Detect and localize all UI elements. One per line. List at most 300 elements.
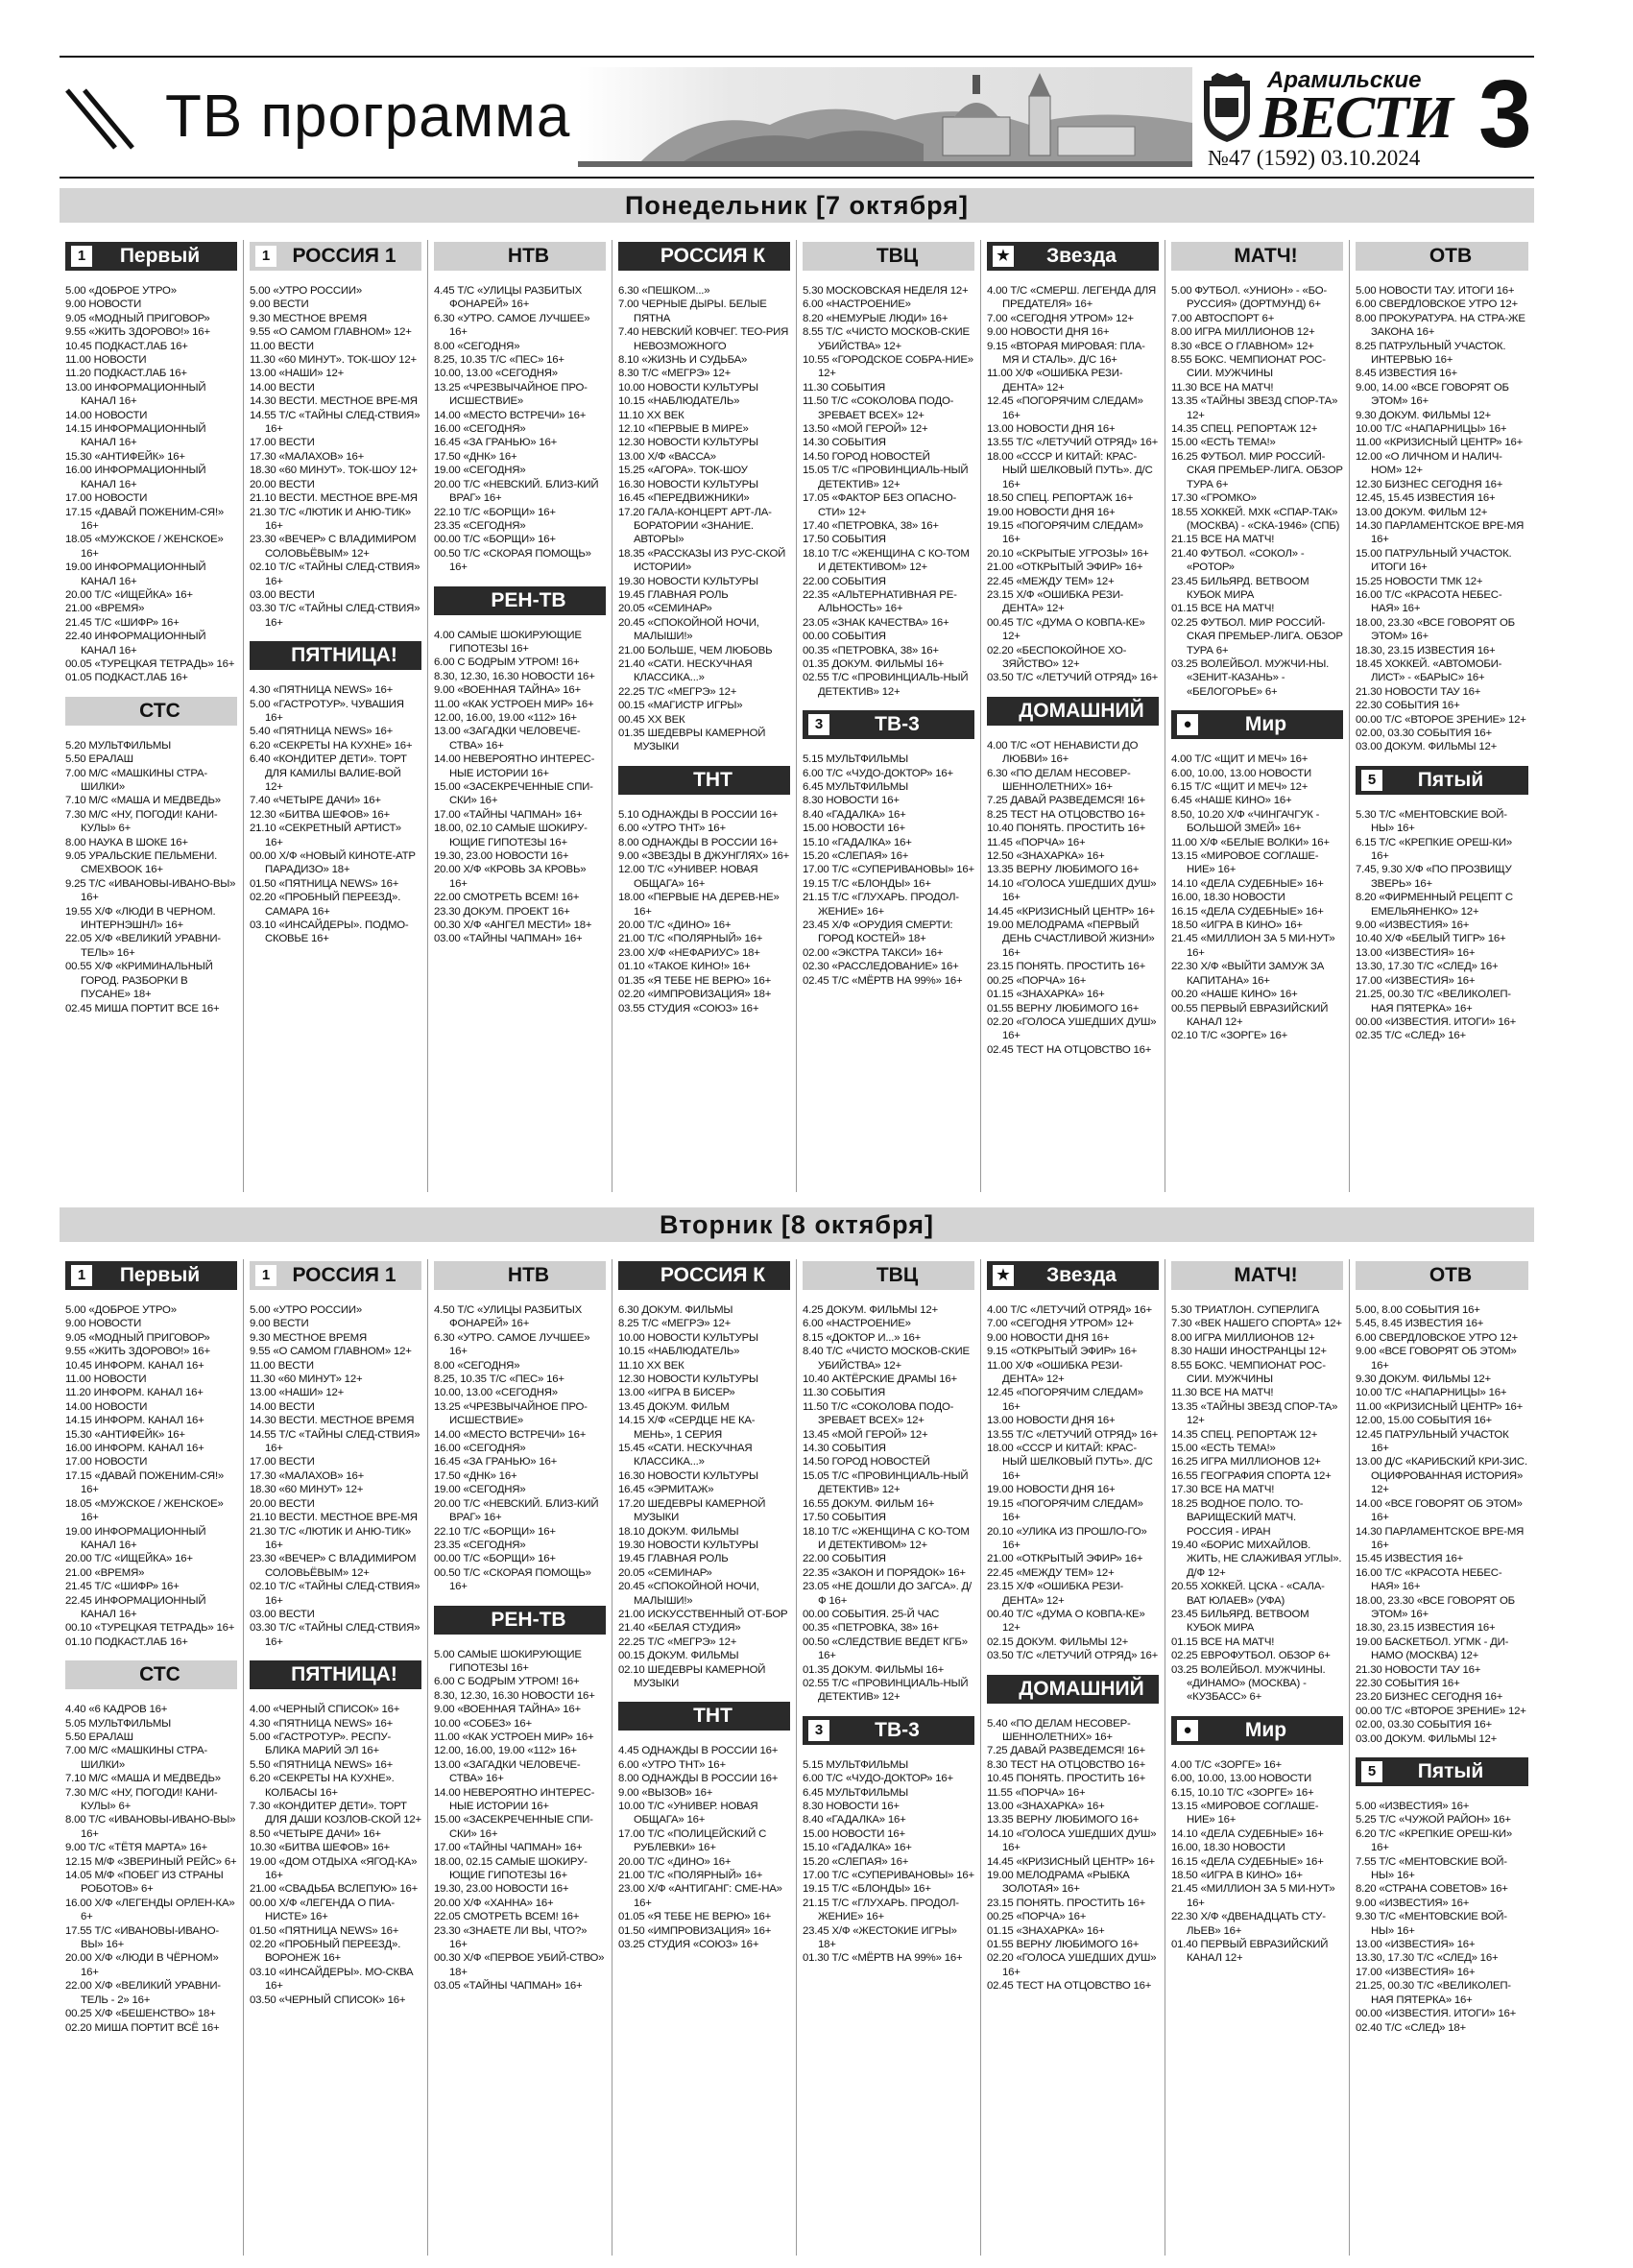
channel-name: ПЯТНИЦА!: [291, 644, 397, 667]
program-item: 23.45 БИЛЬЯРД. BETBOOM КУБОК МИРА: [1171, 1608, 1309, 1635]
program-item: 7.10 М/С «МАША И МЕДВЕДЬ»: [65, 795, 221, 807]
program-item: 9.55 «О САМОМ ГЛАВНОМ» 12+: [250, 326, 412, 339]
program-item: 22.25 Т/С «МЕГРЭ» 12+: [618, 1635, 737, 1648]
program-item: 17.50 «ДНК» 16+: [434, 450, 517, 463]
block-gap: [987, 685, 1159, 695]
channel-name: ДОМАШНИЙ: [1019, 699, 1144, 722]
program-item: 13.00 Х/Ф «ВАССА»: [618, 450, 716, 463]
program-item: 4.00 Т/С «ОТ НЕНАВИСТИ ДО ЛЮБВИ» 16+: [987, 739, 1139, 766]
program-item: 8.40 «ГАДАЛКА» 16+: [803, 1814, 906, 1826]
program-list: [987, 1303, 1159, 1663]
program-item: 6.40 «КОНДИТЕР ДЕТИ». ТОРТ ДЛЯ КАМИЛЫ ВАЛИЕ-ВОЙ 12+: [250, 753, 407, 793]
program-item: 11.00 «КРИЗИСНЫЙ ЦЕНТР» 16+: [1356, 1400, 1524, 1413]
program-item: 11.30 «60 МИНУТ». ТОК-ШОУ 12+: [250, 354, 417, 367]
program-item: 15.25 «АГОРА». ТОК-ШОУ: [618, 465, 748, 477]
program-item: 10.40 АКТЁРСКИЕ ДРАМЫ 16+: [803, 1373, 957, 1386]
program-item: 17.00 Т/С «СУПЕРИВАНОВЫ» 16+: [803, 864, 974, 876]
program-item: 12.00 Т/С «УНИВЕР. НОВАЯ ОБЩАГА» 16+: [618, 864, 758, 890]
program-list: [1356, 1800, 1528, 2035]
program-item: 10.30 «БИТВА ШЕФОВ» 16+: [250, 1842, 390, 1854]
program-item: 16.45 «ЗА ГРАНЬЮ» 16+: [434, 437, 558, 449]
program-item: 11.50 Т/С «СОКОЛОВА ПОДО-ЗРЕВАЕТ ВСЕХ» 12+: [803, 395, 954, 421]
program-item: 02.10 Т/С «ТАЙНЫ СЛЕД-СТВИЯ» 16+: [250, 1581, 420, 1607]
program-item: 15.10 «ГАДАЛКА» 16+: [803, 836, 912, 848]
program-item: 6.00 «УТРО ТНТ» 16+: [618, 823, 726, 835]
issue-number: №47 (1592) 03.10.2024: [1208, 146, 1421, 170]
program-item: 16.55 ДОКУМ. ФИЛЬМ 16+: [803, 1497, 935, 1510]
channel-header: [803, 710, 974, 739]
program-item: 15.45 ИЗВЕСТИЯ 16+: [1356, 1553, 1464, 1565]
program-list: [618, 808, 790, 1015]
channel-header: [618, 766, 790, 795]
program-item: 21.30 НОВОСТИ ТАУ 16+: [1356, 685, 1481, 698]
program-item: 17.30 ВСЕ НА МАТЧ!: [1171, 1484, 1275, 1496]
channel-name: СТС: [139, 699, 180, 722]
program-list: [618, 1744, 790, 1951]
program-item: 9.05 «МОДНЫЙ ПРИГОВОР»: [65, 1331, 210, 1344]
program-item: 22.45 «МЕЖДУ ТЕМ» 12+: [987, 1566, 1115, 1579]
channel-name: ДОМАШНИЙ: [1019, 1677, 1144, 1700]
program-item: 00.55 ПЕРВЫЙ ЕВРАЗИЙСКИЙ КАНАЛ 12+: [1171, 1002, 1329, 1028]
program-item: 18.50 «ИГРА В КИНО» 16+: [1171, 919, 1303, 932]
block-gap: [803, 1705, 974, 1714]
channel-name: Звезда: [1046, 1264, 1117, 1286]
block-gap: [250, 630, 421, 639]
program-item: 5.05 МУЛЬТФИЛЬМЫ: [65, 1717, 171, 1730]
program-item: 7.30 М/С «НУ, ПОГОДИ! КАНИ-КУЛЫ» 6+: [65, 808, 218, 835]
program-item: 13.35 «ТАЙНЫ ЗВЕЗД СПОР-ТА» 12+: [1171, 1400, 1338, 1427]
program-item: 00.25 «ПОРЧА» 16+: [987, 974, 1087, 987]
program-item: 17.00 ВЕСТИ: [250, 437, 315, 449]
program-item: 02.20 «ПРОБНЫЙ ПЕРЕЕЗД». САМАРА 16+: [250, 892, 401, 918]
program-item: 14.00 «МЕСТО ВСТРЕЧИ» 16+: [434, 1428, 587, 1441]
channel-column: [981, 240, 1165, 1192]
program-item: 03.05 «ТАЙНЫ ЧАПМАН» 16+: [434, 1980, 583, 1993]
program-item: 6.30 «УТРО. САМОЕ ЛУЧШЕЕ» 16+: [434, 312, 590, 339]
program-item: 16.30 НОВОСТИ КУЛЬТУРЫ: [618, 478, 758, 490]
program-item: 18.05 «МУЖСКОЕ / ЖЕНСКОЕ» 16+: [65, 1497, 224, 1524]
program-item: 8.30, 12.30, 16.30 НОВОСТИ 16+: [434, 670, 595, 682]
program-item: 17.05 «ФАКТОР БЕЗ ОПАСНО-СТИ» 12+: [803, 492, 957, 518]
program-item: 9.30 ДОКУМ. ФИЛЬМЫ 12+: [1356, 409, 1491, 421]
program-item: 20.00 Х/Ф «ХАННА» 16+: [434, 1897, 554, 1909]
program-list: [987, 739, 1159, 1057]
program-item: 02.00, 03.30 СОБЫТИЯ 16+: [1356, 728, 1492, 739]
zvezda-icon: ★: [993, 246, 1014, 267]
program-item: 15.00 ПАТРУЛЬНЫЙ УЧАСТОК. ИТОГИ 16+: [1356, 547, 1512, 574]
program-item: 5.45, 8.45 ИЗВЕСТИЯ 16+: [1356, 1318, 1484, 1330]
program-item: 15.30 «АНТИФЕЙК» 16+: [65, 1428, 185, 1441]
program-item: 00.40 Т/С «ДУМА О КОВПА-КЕ» 12+: [987, 1608, 1145, 1635]
program-item: 5.00 ФУТБОЛ. «УНИОН» - «БО-РУССИЯ» (ДОРТМУНД) 6+: [1171, 285, 1328, 311]
program-item: 4.40 «6 КАДРОВ 16+: [65, 1704, 168, 1716]
program-item: 6.00 «УТРО ТНТ» 16+: [618, 1758, 726, 1771]
channel-name: Пятый: [1417, 1760, 1484, 1782]
program-item: 13.50 «МОЙ ГЕРОЙ» 12+: [803, 423, 928, 436]
channel-column: [428, 240, 612, 1192]
program-list: [1356, 1303, 1528, 1746]
channel-header: [65, 1660, 237, 1689]
program-item: 7.30 «ВЕК НАШЕГО СПОРТА» 12+: [1171, 1318, 1342, 1330]
program-item: 03.00 ДОКУМ. ФИЛЬМЫ 12+: [1356, 1732, 1498, 1745]
program-item: 16.45 «ЗА ГРАНЬЮ» 16+: [434, 1456, 558, 1468]
program-item: 20.00 ВЕСТИ: [250, 478, 315, 490]
program-item: 5.25 Т/С «ЧУЖОЙ РАЙОН» 16+: [1356, 1814, 1511, 1826]
program-item: 01.10 «ТАКОЕ КИНО!» 16+: [618, 961, 751, 973]
program-item: 00.00 Х/Ф «ЛЕГЕНДА О ПИА-НИСТЕ» 16+: [250, 1897, 395, 1923]
program-list: [618, 284, 790, 754]
program-item: 21.00 «ОТКРЫТЫЙ ЭФИР» 16+: [987, 1553, 1143, 1565]
program-item: 15.25 НОВОСТИ ТМК 12+: [1356, 575, 1483, 587]
program-item: 11.00 «КРИЗИСНЫЙ ЦЕНТР» 16+: [1356, 437, 1524, 449]
program-item: 6.20 «СЕКРЕТЫ НА КУХНЕ» 16+: [250, 739, 413, 752]
program-item: 17.40 «ПЕТРОВКА, 38» 16+: [803, 519, 939, 532]
program-item: 22.05 СМОТРЕТЬ ВСЕМ! 16+: [434, 1911, 580, 1923]
program-item: 8.25, 10.35 Т/С «ПЕС» 16+: [434, 1373, 564, 1386]
program-item: 7.00 М/С «МАШКИНЫ СТРА-ШИЛКИ»: [65, 1745, 207, 1771]
program-item: 16.00 Х/Ф «ЛЕГЕНДЫ ОРЛЕН-КА» 6+: [65, 1897, 235, 1923]
program-item: 13.30, 17.30 Т/С «СЛЕД» 16+: [1356, 1952, 1499, 1965]
program-item: 01.40 ПЕРВЫЙ ЕВРАЗИЙСКИЙ КАНАЛ 12+: [1171, 1939, 1329, 1965]
program-item: 10.00 Т/С «НАПАРНИЦЫ» 16+: [1356, 423, 1507, 436]
program-item: 00.15 «МАГИСТР ИГРЫ»: [618, 700, 743, 712]
program-item: 12.45 «ПОГОРЯЧИМ СЛЕДАМ» 16+: [987, 1387, 1143, 1413]
block-gap: [1356, 754, 1528, 764]
program-item: 6.45 МУЛЬТФИЛЬМЫ: [803, 781, 908, 793]
program-item: 14.10 «ГОЛОСА УШЕДШИХ ДУШ» 16+: [987, 1827, 1157, 1854]
program-item: 18.30 «60 МИНУТ» 12+: [250, 1484, 364, 1496]
channel-name: МАТЧ!: [1234, 245, 1298, 267]
program-item: 13.45 «МОЙ ГЕРОЙ» 12+: [803, 1428, 928, 1441]
channel-one-icon: 1: [71, 1265, 92, 1286]
program-list: [65, 284, 237, 685]
program-item: 8.25 ПАТРУЛЬНЫЙ УЧАСТОК. ИНТЕРВЬЮ 16+: [1356, 340, 1506, 367]
program-item: 16.00 «СЕГОДНЯ»: [434, 1443, 526, 1455]
program-item: 17.50 СОБЫТИЯ: [803, 1512, 886, 1524]
program-item: 12.15 М/Ф «ЗВЕРИНЫЙ РЕЙС» 6+: [65, 1855, 237, 1868]
program-item: 9.55 «О САМОМ ГЛАВНОМ» 12+: [250, 1346, 412, 1358]
program-item: 16.45 «ПЕРЕДВИЖНИКИ»: [618, 492, 750, 505]
program-item: 23.30 ДОКУМ. ПРОЕКТ 16+: [434, 905, 570, 918]
program-item: 22.10 Т/С «БОРЩИ» 16+: [434, 1525, 556, 1538]
program-item: 18.00, 02.15 САМЫЕ ШОКИРУ-ЮЩИЕ ГИПОТЕЗЫ 16+: [434, 1855, 588, 1882]
program-item: 8.25 Т/С «МЕГРЭ» 12+: [618, 1318, 732, 1330]
program-item: 10.45 ИНФОРМ. КАНАЛ 16+: [65, 1359, 204, 1372]
program-item: 6.00 СВЕРДЛОВСКОЕ УТРО 12+: [1356, 1331, 1518, 1344]
program-item: 14.15 ИНФОРМ. КАНАЛ 16+: [65, 1415, 204, 1427]
program-item: 15.00 «ЕСТЬ ТЕМА!»: [1171, 437, 1276, 449]
program-item: 5.00 «ГАСТРОТУР». РЕСПУ-БЛИКА МАРИЙ ЭЛ 16+: [250, 1731, 392, 1757]
program-item: 17.00 Т/С «СУПЕРИВАНОВЫ» 16+: [803, 1870, 974, 1882]
program-list: [987, 1717, 1159, 1993]
program-item: 18.10 Т/С «ЖЕНЩИНА С КО-ТОМ И ДЕТЕКТИВОМ» 12+: [803, 547, 970, 574]
program-item: 16.00 Т/С «КРАСОТА НЕБЕС-НАЯ» 16+: [1356, 588, 1502, 615]
program-list: [618, 1303, 790, 1690]
program-item: 14.30 СОБЫТИЯ: [803, 437, 886, 449]
program-item: 02.45 МИША ПОРТИТ ВСЕ 16+: [65, 1002, 220, 1015]
program-item: 13.00 ДОКУМ. ФИЛЬМ 12+: [1356, 506, 1488, 518]
channel-name: Мир: [1244, 1718, 1287, 1741]
program-item: 23.35 «СЕГОДНЯ»: [434, 1539, 526, 1551]
program-list: [1356, 284, 1528, 754]
program-item: 11.30 ВСЕ НА МАТЧ!: [1171, 1387, 1274, 1399]
program-list: [1171, 1303, 1343, 1705]
program-item: 01.10 ПОДКАСТ.ЛАБ 16+: [65, 1635, 188, 1648]
program-item: 03.50 Т/С «ЛЕТУЧИЙ ОТРЯД» 16+: [987, 1650, 1159, 1662]
program-item: 18.00 «СССР И КИТАЙ: КРАС-НЫЙ ШЕЛКОВЫЙ ПУТЬ». Д/С 16+: [987, 1443, 1153, 1482]
program-item: 17.00 НОВОСТИ: [65, 492, 148, 505]
program-item: 13.00 НОВОСТИ ДНЯ 16+: [987, 1415, 1116, 1427]
program-item: 13.00 «НАШИ» 12+: [250, 1387, 345, 1399]
program-item: 4.00 Т/С «СМЕРШ. ЛЕГЕНДА ДЛЯ ПРЕДАТЕЛЯ» 16+: [987, 285, 1157, 311]
program-item: 7.10 М/С «МАША И МЕДВЕДЬ»: [65, 1773, 221, 1785]
program-list: [803, 1758, 974, 1966]
program-item: 22.35 «ЗАКОН И ПОРЯДОК» 16+: [803, 1566, 966, 1579]
program-item: 17.20 ШЕДЕВРЫ КАМЕРНОЙ МУЗЫКИ: [618, 1497, 766, 1524]
program-item: 19.15 «ПОГОРЯЧИМ СЛЕДАМ» 16+: [987, 1497, 1143, 1524]
program-item: 02.30 «РАССЛЕДОВАНИЕ» 16+: [803, 961, 959, 973]
program-item: 00.25 «ПОРЧА» 16+: [987, 1911, 1087, 1923]
program-item: 14.15 ИНФОРМАЦИОННЫЙ КАНАЛ 16+: [65, 423, 206, 449]
program-item: 11.45 «ПОРЧА» 16+: [987, 836, 1086, 848]
program-item: 23.15 Х/Ф «ОШИБКА РЕЗИ-ДЕНТА» 12+: [987, 588, 1124, 615]
program-list: [1171, 284, 1343, 699]
program-item: 01.35 ШЕДЕВРЫ КАМЕРНОЙ МУЗЫКИ: [618, 728, 766, 753]
program-item: 02.00 «ЭКСТРА ТАКСИ» 16+: [803, 946, 944, 959]
program-item: 00.00 «ИЗВЕСТИЯ. ИТОГИ» 16+: [1356, 1015, 1517, 1028]
program-item: 6.20 «СЕКРЕТЫ НА КУХНЕ». КОЛБАСЫ 16+: [250, 1773, 395, 1799]
program-item: 21.00 Т/С «ПОЛЯРНЫЙ» 16+: [618, 933, 763, 945]
channel-name: СТС: [139, 1663, 180, 1686]
program-item: 23.15 ПОНЯТЬ. ПРОСТИТЬ 16+: [987, 1897, 1146, 1909]
program-item: 14.55 Т/С «ТАЙНЫ СЛЕД-СТВИЯ» 16+: [250, 1428, 420, 1455]
channel-name: РОССИЯ К: [660, 1264, 766, 1286]
program-item: 23.15 ПОНЯТЬ. ПРОСТИТЬ 16+: [987, 961, 1146, 973]
program-item: 13.15 «МИРОВОЕ СОГЛАШЕ-НИЕ» 16+: [1171, 1801, 1319, 1826]
program-item: 00.10 «ТУРЕЦКАЯ ТЕТРАДЬ» 16+: [65, 1622, 235, 1635]
program-item: 8.00 «СЕГОДНЯ»: [434, 1359, 520, 1372]
program-item: 11.00 ВЕСТИ: [250, 1359, 314, 1372]
program-item: 11.20 ИНФОРМ. КАНАЛ 16+: [65, 1387, 204, 1399]
program-item: 20.00 Х/Ф «КРОВЬ ЗА КРОВЬ» 16+: [434, 864, 587, 890]
program-item: 19.15 Т/С «БЛОНДЫ» 16+: [803, 1883, 931, 1896]
five-icon: 5: [1361, 1761, 1382, 1782]
program-item: 19.00 ИНФОРМАЦИОННЫЙ КАНАЛ 16+: [65, 1525, 206, 1551]
program-list: [65, 1703, 237, 2035]
block-gap: [250, 1649, 421, 1659]
program-item: 00.55 Х/Ф «КРИМИНАЛЬНЫЙ ГОРОД. РАЗБОРКИ В ПУСАНЕ» 18+: [65, 961, 213, 1001]
program-item: 10.45 ПОДКАСТ.ЛАБ 16+: [65, 340, 188, 352]
channel-header: [250, 242, 421, 271]
program-item: 8.20 «НЕМУРЫЕ ЛЮДИ» 16+: [803, 312, 949, 324]
program-item: 6.00 С БОДРЫМ УТРОМ! 16+: [434, 1676, 580, 1688]
channel-header: [987, 697, 1159, 726]
program-item: 02.35 Т/С «СЛЕД» 16+: [1356, 1030, 1466, 1042]
program-item: 14.35 СПЕЦ. РЕПОРТАЖ 12+: [1171, 1428, 1318, 1441]
program-item: 17.30 «ГРОМКО»: [1171, 492, 1257, 505]
program-item: 6.30 «ПЕШКОМ...»: [618, 285, 710, 297]
block-gap: [803, 699, 974, 708]
program-item: 5.00 «ГАСТРОТУР». ЧУВАШИЯ 16+: [250, 698, 404, 724]
program-item: 20.00 Т/С «ДИНО» 16+: [618, 1855, 732, 1868]
program-item: 00.20 «НАШЕ КИНО» 16+: [1171, 989, 1298, 1001]
program-item: 21.40 ФУТБОЛ. «СОКОЛ» - «РОТОР»: [1171, 547, 1305, 574]
program-item: 02.10 Т/С «ЗОРГЕ» 16+: [1171, 1030, 1288, 1042]
program-item: 17.00 НОВОСТИ: [65, 1456, 148, 1468]
program-item: 9.00 «ИЗВЕСТИЯ» 16+: [1356, 1897, 1470, 1909]
program-item: 03.00 ВЕСТИ: [250, 1608, 315, 1620]
program-item: 18.55 ХОККЕЙ. МХК «СПАР-ТАК» (МОСКВА) - «СКА-1946» (СПБ): [1171, 506, 1340, 532]
program-item: 6.20 Т/С «КРЕПКИЕ ОРЕШ-КИ» 16+: [1356, 1827, 1513, 1854]
channel-header: [250, 1660, 421, 1689]
program-item: 12.10 «ПЕРВЫЕ В МИРЕ»: [618, 423, 749, 436]
channel-header: [1356, 766, 1528, 795]
program-item: 18.50 «ИГРА В КИНО» 16+: [1171, 1870, 1303, 1882]
program-list: [1356, 808, 1528, 1043]
program-item: 15.05 Т/С «ПРОВИНЦИАЛЬ-НЫЙ ДЕТЕКТИВ» 12+: [803, 465, 969, 490]
program-item: 5.00, 8.00 СОБЫТИЯ 16+: [1356, 1304, 1480, 1316]
program-item: 18.30, 23.15 ИЗВЕСТИЯ 16+: [1356, 644, 1496, 657]
program-item: 22.00 СОБЫТИЯ: [803, 575, 886, 587]
channel-name: НТВ: [507, 1264, 550, 1286]
program-item: 16.00 Т/С «КРАСОТА НЕБЕС-НАЯ» 16+: [1356, 1566, 1502, 1593]
program-item: 19.15 «ПОГОРЯЧИМ СЛЕДАМ» 16+: [987, 519, 1143, 546]
channel-name: ТНТ: [693, 768, 732, 791]
program-item: 8.10 «ЖИЗНЬ И СУДЬБА»: [618, 354, 748, 367]
program-item: 02.55 Т/С «ПРОВИНЦИАЛЬ-НЫЙ ДЕТЕКТИВ» 12+: [803, 672, 969, 698]
program-item: 23.35 «СЕГОДНЯ»: [434, 519, 526, 532]
program-item: 20.00 Т/С «ДИНО» 16+: [618, 919, 732, 932]
program-item: 12.30 «БИТВА ШЕФОВ» 16+: [250, 808, 390, 821]
program-item: 02.45 ТЕСТ НА ОТЦОВСТВО 16+: [987, 1043, 1152, 1056]
program-item: 7.00 АВТОСПОРТ 6+: [1171, 312, 1275, 324]
channel-header: [803, 242, 974, 271]
program-item: 03.00 ДОКУМ. ФИЛЬМЫ 12+: [1356, 741, 1498, 753]
program-item: 22.30 Х/Ф «ВЫЙТИ ЗАМУЖ ЗА КАПИТАНА» 16+: [1171, 961, 1325, 987]
program-item: 00.00 «ИЗВЕСТИЯ. ИТОГИ» 16+: [1356, 2008, 1517, 2020]
program-item: 19.30, 23.00 НОВОСТИ 16+: [434, 1883, 569, 1896]
channel-column: [244, 1259, 428, 2256]
channel-name: Первый: [119, 245, 201, 267]
program-item: 17.00 «ТАЙНЫ ЧАПМАН» 16+: [434, 808, 583, 821]
program-item: 14.00 НОВОСТИ: [65, 409, 148, 421]
program-item: 02.40 Т/С «СЛЕД» 18+: [1356, 2021, 1466, 2034]
block-gap: [1171, 699, 1343, 708]
program-list: [65, 739, 237, 1015]
program-item: 13.30, 17.30 Т/С «СЛЕД» 16+: [1356, 961, 1499, 973]
channel-column: [1350, 1259, 1534, 2256]
program-item: 15.10 «ГАДАЛКА» 16+: [803, 1842, 912, 1854]
program-item: 16.00 ИНФОРМАЦИОННЫЙ КАНАЛ 16+: [65, 465, 206, 490]
program-item: 8.00 Т/С «ИВАНОВЫ-ИВАНО-ВЫ» 16+: [65, 1814, 236, 1840]
program-item: 19.40 «БОРИС МИХАЙЛОВ. ЖИТЬ, НЕ СЛАЖИВАЯ УГЛЫ». Д/Ф 12+: [1171, 1539, 1342, 1579]
program-list: [250, 284, 421, 630]
channel-header: [987, 1261, 1159, 1290]
program-item: 22.00 СОБЫТИЯ: [803, 1553, 886, 1565]
program-item: 5.30 ТРИАТЛОН. СУПЕРЛИГА: [1171, 1304, 1320, 1316]
program-item: 03.50 «ЧЕРНЫЙ СПИСОК» 16+: [250, 1993, 406, 2006]
program-item: 15.00 «ЗАСЕКРЕЧЕННЫЕ СПИ-СКИ» 16+: [434, 781, 593, 807]
program-item: 21.30 Т/С «ЛЮТИК И АНЮ-ТИК» 16+: [250, 506, 411, 532]
program-item: 15.00 НОВОСТИ 16+: [803, 823, 905, 835]
block-gap: [1356, 1746, 1528, 1755]
channel-column: [981, 1259, 1165, 2256]
program-item: 03.25 ВОЛЕЙБОЛ. МУЖЧИ-НЫ. «ЗЕНИТ-КАЗАНЬ» - «БЕЛОГОРЬЕ» 6+: [1171, 657, 1330, 698]
channel-header: [434, 1261, 606, 1290]
program-item: 16.30 НОВОСТИ КУЛЬТУРЫ: [618, 1469, 758, 1482]
program-item: 10.40 Х/Ф «БЕЛЫЙ ТИГР» 16+: [1356, 933, 1506, 945]
program-item: 03.50 Т/С «ЛЕТУЧИЙ ОТРЯД» 16+: [987, 672, 1159, 684]
program-item: 17.00 Т/С «ПОЛИЦЕЙСКИЙ С РУБЛЕВКИ» 16+: [618, 1827, 767, 1854]
church-photo: [578, 67, 1192, 167]
program-item: 20.05 «СЕМИНАР»: [618, 603, 712, 615]
program-item: 8.25, 10.35 Т/С «ПЕС» 16+: [434, 354, 564, 367]
program-item: 7.00 ЧЕРНЫЕ ДЫРЫ. БЕЛЫЕ ПЯТНА: [618, 298, 767, 324]
program-item: 7.00 «СЕГОДНЯ УТРОМ» 12+: [987, 312, 1134, 324]
program-item: 5.00 САМЫЕ ШОКИРУЮЩИЕ ГИПОТЕЗЫ 16+: [434, 1648, 582, 1674]
program-item: 8.50, 10.20 Х/Ф «ЧИНГАЧГУК - БОЛЬШОЙ ЗМЕЙ» 16+: [1171, 808, 1320, 835]
program-item: 11.10 ХХ ВЕК: [618, 409, 684, 421]
program-item: 7.30 «КОНДИТЕР ДЕТИ». ТОРТ ДЛЯ ДАШИ КОЗЛОВ-СКОЙ 12+: [250, 1801, 421, 1826]
program-item: 01.35 «Я ТЕБЕ НЕ ВЕРЮ» 16+: [618, 974, 772, 987]
program-item: 03.25 СТУДИЯ «СОЮЗ» 16+: [618, 1939, 759, 1951]
program-item: 5.00 НОВОСТИ ТАУ. ИТОГИ 16+: [1356, 285, 1515, 297]
program-item: 14.00 ВЕСТИ: [250, 1400, 315, 1413]
program-item: 11.50 Т/С «СОКОЛОВА ПОДО-ЗРЕВАЕТ ВСЕХ» 12+: [803, 1400, 954, 1427]
program-item: 21.15 Т/С «ГЛУХАРЬ. ПРОДОЛ-ЖЕНИЕ» 16+: [803, 1897, 959, 1923]
program-item: 22.05 Х/Ф «ВЕЛИКИЙ УРАВНИ-ТЕЛЬ» 16+: [65, 933, 221, 959]
channel-header: [434, 1606, 606, 1635]
program-list: [803, 284, 974, 699]
program-item: 14.00 ВЕСТИ: [250, 381, 315, 394]
program-item: 21.00 Т/С «ПОЛЯРНЫЙ» 16+: [618, 1870, 763, 1882]
program-item: 15.00 НОВОСТИ 16+: [803, 1827, 905, 1840]
channel-name: МАТЧ!: [1234, 1264, 1298, 1286]
program-item: 10.00 НОВОСТИ КУЛЬТУРЫ: [618, 1331, 758, 1344]
program-item: 8.55 БОКС. ЧЕМПИОНАТ РОС-СИИ. МУЖЧИНЫ: [1171, 354, 1326, 380]
program-item: 02.15 ДОКУМ. ФИЛЬМЫ 12+: [987, 1635, 1129, 1648]
program-item: 4.00 Т/С «ЩИТ И МЕЧ» 16+: [1171, 753, 1309, 766]
masthead: [60, 56, 1534, 179]
program-item: 8.30, 12.30, 16.30 НОВОСТИ 16+: [434, 1689, 595, 1702]
program-item: 02.00, 03.30 СОБЫТИЯ 16+: [1356, 1719, 1492, 1731]
program-item: 19.30 НОВОСТИ КУЛЬТУРЫ: [618, 1539, 758, 1551]
five-icon: 5: [1361, 770, 1382, 791]
program-item: 00.50 Т/С «СКОРАЯ ПОМОЩЬ» 16+: [434, 547, 591, 574]
block-gap: [434, 575, 606, 585]
program-item: 8.20 «ФИРМЕННЫЙ РЕЦЕПТ С ЕМЕЛЬЯНЕНКО» 12+: [1356, 892, 1513, 918]
program-item: 16.45 «ЭРМИТАЖ»: [618, 1484, 714, 1496]
program-item: 17.20 ГАЛА-КОНЦЕРТ АРТ-ЛА-БОРАТОРИИ «ЗНАНИЕ. АВТОРЫ»: [618, 506, 772, 546]
program-item: 8.30 ТЕСТ НА ОТЦОВСТВО 16+: [987, 1758, 1146, 1771]
channel-name: ОТВ: [1429, 245, 1473, 267]
program-item: 18.10 ДОКУМ. ФИЛЬМЫ: [618, 1525, 739, 1538]
program-item: 12.30 НОВОСТИ КУЛЬТУРЫ: [618, 437, 758, 449]
program-item: 21.00 ИСКУССТВЕННЫЙ ОТ-БОР: [618, 1608, 788, 1620]
channel-header: [65, 697, 237, 726]
program-item: 14.30 ВЕСТИ. МЕСТНОЕ ВРЕ-МЯ: [250, 395, 418, 408]
channel-name: Пятый: [1417, 768, 1484, 791]
program-item: 11.00 «КАК УСТРОЕН МИР» 16+: [434, 1731, 594, 1743]
program-item: 14.00 НЕВЕРОЯТНО ИНТЕРЕС-НЫЕ ИСТОРИИ 16+: [434, 1786, 595, 1812]
program-item: 10.55 «ГОРОДСКОЕ СОБРА-НИЕ» 12+: [803, 354, 973, 380]
channel-column: [244, 240, 428, 1192]
program-item: 9.00 НОВОСТИ ДНЯ 16+: [987, 326, 1110, 339]
channel-name: НТВ: [507, 245, 550, 267]
program-item: 14.45 «КРИЗИСНЫЙ ЦЕНТР» 16+: [987, 905, 1155, 918]
program-item: 13.00 «ИГРА В БИСЕР»: [618, 1387, 735, 1399]
program-item: 20.00 ВЕСТИ: [250, 1497, 315, 1510]
